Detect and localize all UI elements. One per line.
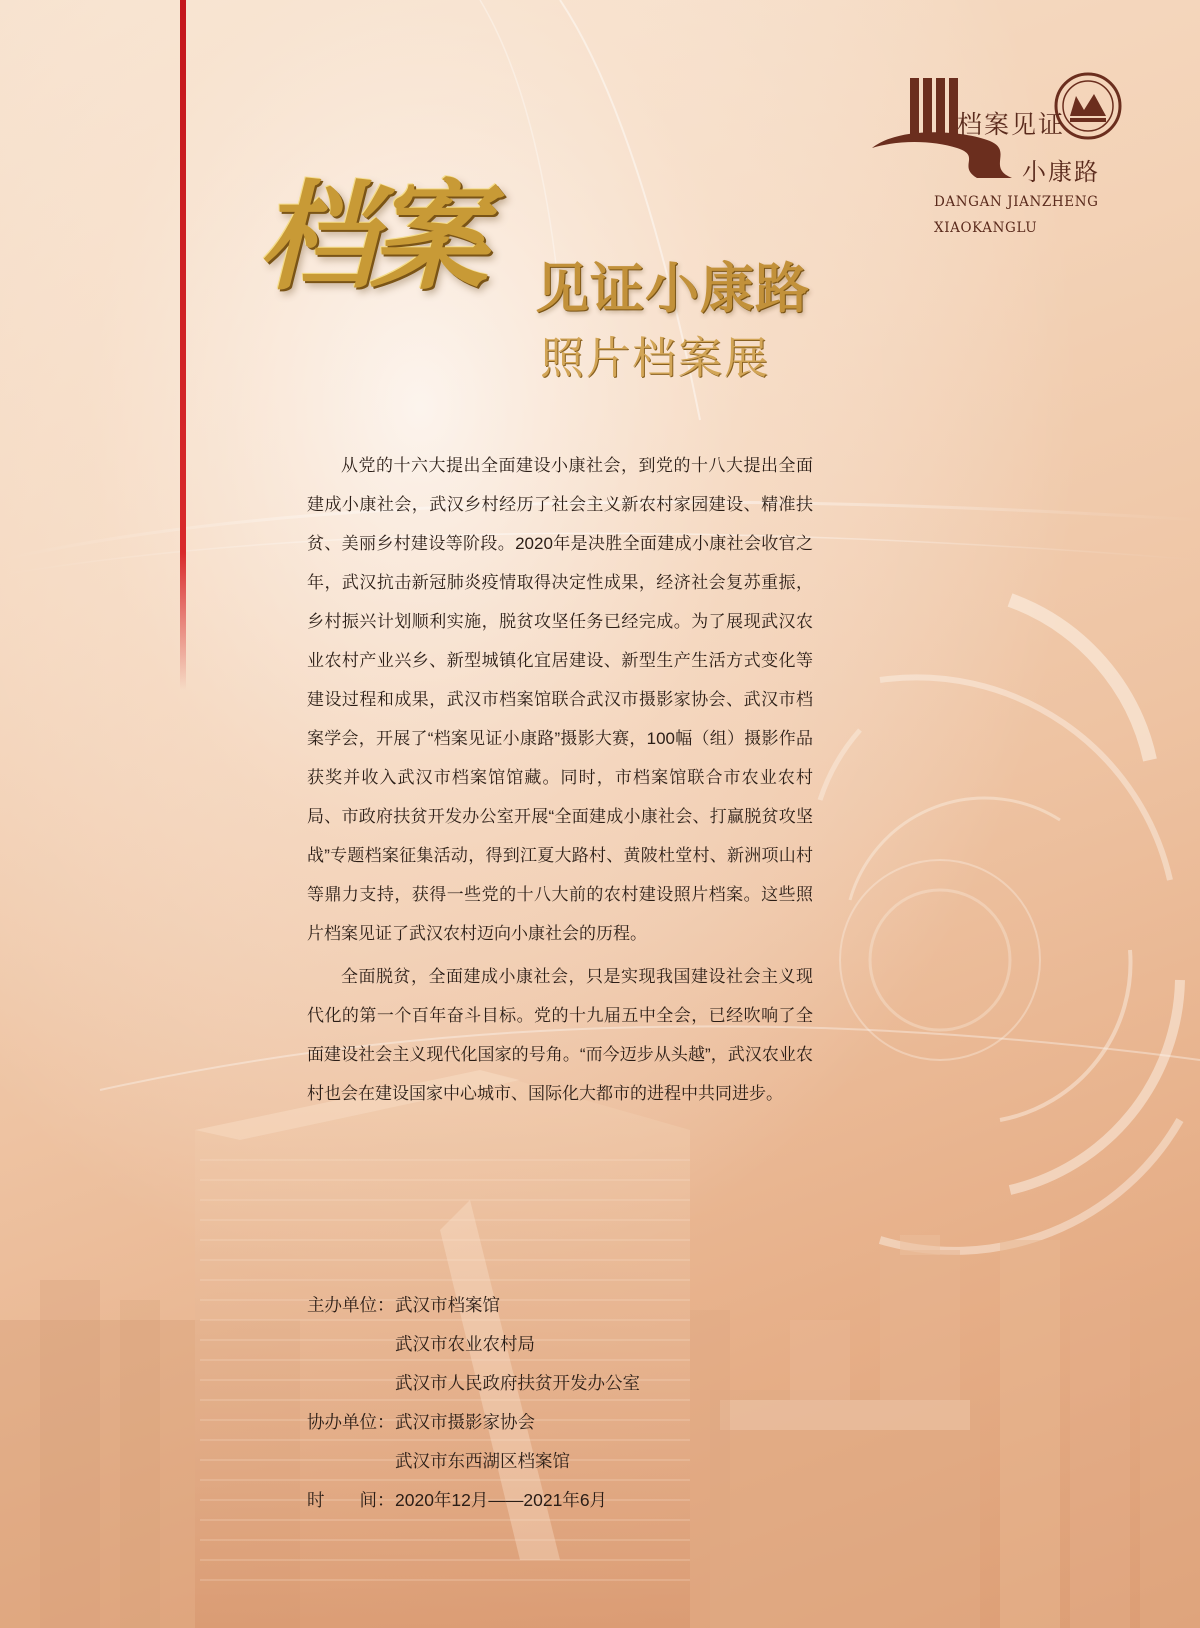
time-label: 时 间：: [307, 1490, 395, 1510]
paragraph: 全面脱贫，全面建成小康社会，只是实现我国建设社会主义现代化的第一个百年奋斗目标。党的十九届五中全会，已经吹响了全面建设社会主义现代化国家的号角。“而今迈步从头越”，武汉农业农村也会在建设国家中心城市、国际化大都市的进程中共同进步。: [307, 967, 813, 1103]
title-calligraphy: 档案: [258, 167, 483, 306]
introduction-text: [307, 446, 813, 1117]
organizer-label: 主办单位：: [307, 1295, 395, 1315]
co-organizer-name: 武汉市摄影家协会: [395, 1412, 535, 1432]
logo-title-line2: 小康路: [1022, 158, 1100, 186]
paragraph: 从党的十六大提出全面建设小康社会，到党的十八大提出全面建成小康社会，武汉乡村经历了社会主义新农村家园建设、精准扶贫、美丽乡村建设等阶段。2020年是决胜全面建成小康社会收官之年，武汉抗击新冠肺炎疫情取得决定性成果，经济社会复苏重振，乡村振兴计划顺利实施，脱贫攻坚任务已经完成。为了展现武汉农业农村产业兴乡、新型城镇化宜居建设、新型生产生活方式变化等建设过程和成果，武汉市档案馆联合武汉市摄影家协会、武汉市档案学会，开展了“档案见证小康路”摄影大赛，100幅（组）摄影作品获奖并收入武汉市档案馆馆藏。同时，市档案馆联合市农业农村局、市政府扶贫开发办公室开展“全面建成小康社会、打赢脱贫攻坚战”专题档案征集活动，得到江夏大路村、黄陂杜堂村、新洲项山村等鼎力支持，获得一些党的十八大前的农村建设照片档案。这些照片档案见证了武汉农村迈向小康社会的历程。: [307, 456, 813, 943]
organizer-name: 武汉市档案馆: [395, 1295, 500, 1315]
exhibition-logo: [862, 70, 1142, 240]
page-title: 见证小康路: [535, 257, 810, 320]
logo-emblem-icon: [862, 70, 1142, 240]
co-organizer-label: 协办单位：: [307, 1412, 395, 1432]
organizer-name: 武汉市人民政府扶贫开发办公室: [395, 1373, 640, 1393]
logo-english-line2: XIAOKANGLU: [934, 220, 1038, 236]
organizer-name: 武汉市农业农村局: [395, 1334, 535, 1354]
logo-title-line1: 档案见证: [957, 110, 1066, 139]
red-vertical-rule: [180, 0, 186, 690]
co-organizer-name: 武汉市东西湖区档案馆: [395, 1451, 570, 1471]
time-value: 2020年12月——2021年6月: [395, 1490, 608, 1510]
logo-english-line1: DANGAN JIANZHENG: [934, 194, 1099, 210]
page-subtitle: 照片档案展: [540, 333, 770, 384]
